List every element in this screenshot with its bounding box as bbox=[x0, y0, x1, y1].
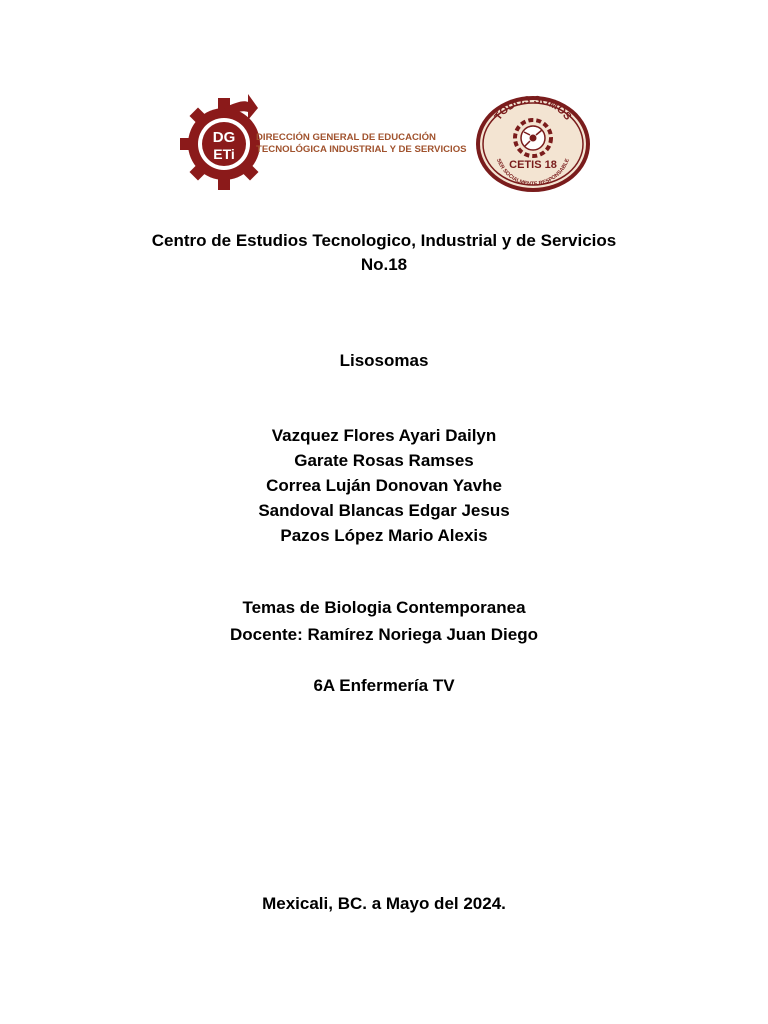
svg-text:TECNOLÓGICA INDUSTRIAL Y DE SE: TECNOLÓGICA INDUSTRIAL Y DE SERVICIOS bbox=[256, 144, 467, 155]
author-list bbox=[0, 423, 768, 548]
cetis-logo bbox=[474, 94, 592, 194]
course-name: Temas de Biologia Contemporanea bbox=[242, 598, 526, 617]
author-name: Vazquez Flores Ayari Dailyn bbox=[271, 426, 497, 445]
svg-text:DIRECCIÓN GENERAL DE EDUCACIÓN: DIRECCIÓN GENERAL DE EDUCACIÓN bbox=[256, 132, 436, 143]
place-and-date: Mexicali, BC. a Mayo del 2024. bbox=[262, 894, 506, 913]
author-name: Correa Luján Donovan Yavhe bbox=[266, 476, 502, 495]
dgeti-logo bbox=[178, 92, 478, 196]
svg-text:CETIS 18: CETIS 18 bbox=[509, 159, 557, 171]
svg-text:DG: DG bbox=[212, 129, 236, 146]
author-name: Pazos López Mario Alexis bbox=[280, 526, 488, 545]
institution-name: Centro de Estudios Tecnologico, Industrial y de Servicios bbox=[151, 231, 617, 250]
svg-text:ETi: ETi bbox=[213, 146, 235, 162]
author-name: Garate Rosas Ramses bbox=[294, 451, 474, 470]
svg-text:SER SOCIALMENTE RESPONSABLE: SER SOCIALMENTE RESPONSABLE bbox=[495, 157, 571, 188]
header-logos bbox=[0, 90, 768, 200]
group-label: 6A Enfermería TV bbox=[313, 676, 455, 695]
svg-text:TODOS SOMOS: TODOS SOMOS bbox=[492, 94, 574, 123]
institution-number: No.18 bbox=[360, 255, 408, 274]
document-title: Lisosomas bbox=[339, 351, 429, 370]
author-name: Sandoval Blancas Edgar Jesus bbox=[258, 501, 510, 520]
teacher-name: Docente: Ramírez Noriega Juan Diego bbox=[230, 625, 538, 644]
